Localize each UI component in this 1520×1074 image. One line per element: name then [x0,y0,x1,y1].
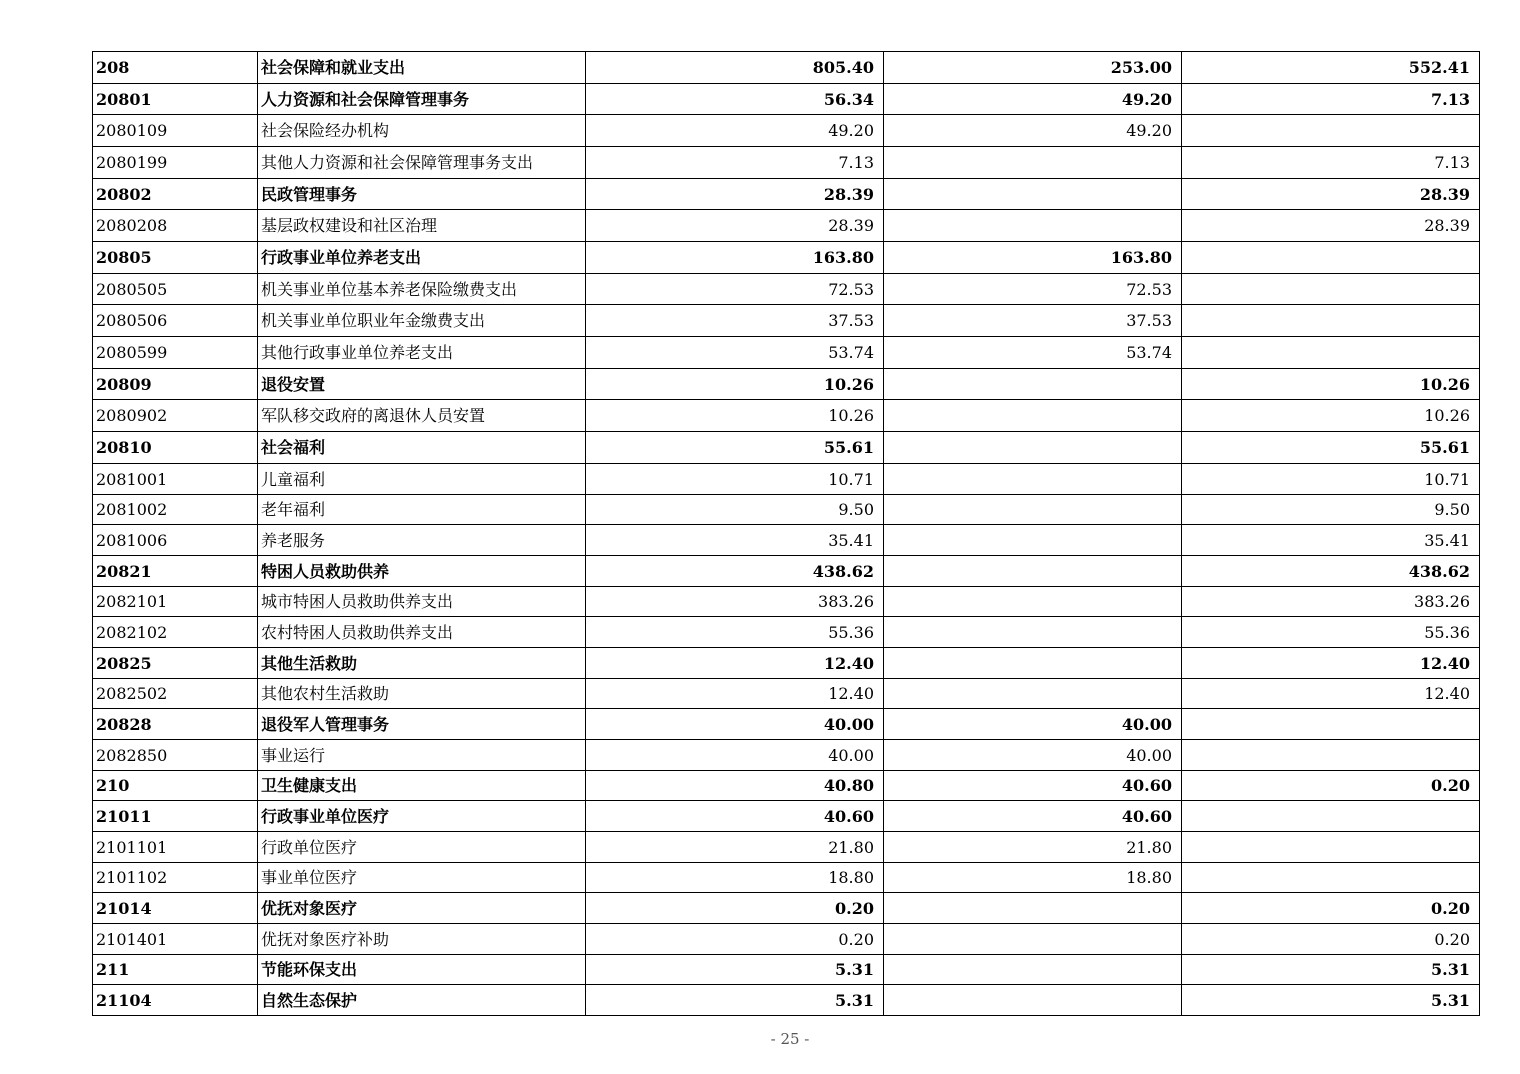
table-row [93,400,1480,432]
basic-expense-cell [884,955,1182,985]
name-cell: 民政管理事务 [258,179,586,210]
name-cell: 社会保险经办机构 [258,115,586,147]
table-row [93,893,1480,924]
name-cell: 行政事业单位医疗 [258,801,586,832]
basic-expense-cell [884,648,1182,679]
total-amount-cell: 40.00 [586,740,884,771]
basic-expense-cell [884,147,1182,179]
name-cell: 其他人力资源和社会保障管理事务支出 [258,147,586,179]
code-cell: 20810 [93,432,258,464]
table-row [93,147,1480,179]
name-cell: 养老服务 [258,525,586,556]
name-cell: 行政事业单位养老支出 [258,242,586,274]
code-cell: 210 [93,771,258,801]
code-cell: 20825 [93,648,258,679]
table-row [93,740,1480,771]
budget-table-body [93,52,1480,1016]
project-expense-cell [1182,274,1480,305]
project-expense-cell: 12.40 [1182,648,1480,679]
table-row [93,495,1480,525]
basic-expense-cell: 253.00 [884,52,1182,84]
table-row [93,432,1480,464]
total-amount-cell: 163.80 [586,242,884,274]
basic-expense-cell: 21.80 [884,832,1182,863]
code-cell: 211 [93,955,258,985]
code-cell: 20821 [93,556,258,587]
basic-expense-cell [884,400,1182,432]
project-expense-cell [1182,832,1480,863]
basic-expense-cell [884,679,1182,709]
table-row [93,556,1480,587]
table-row [93,924,1480,955]
project-expense-cell [1182,740,1480,771]
basic-expense-cell [884,893,1182,924]
total-amount-cell: 40.00 [586,709,884,740]
table-row [93,464,1480,495]
basic-expense-cell: 49.20 [884,84,1182,115]
table-row [93,210,1480,242]
name-cell: 基层政权建设和社区治理 [258,210,586,242]
name-cell: 其他行政事业单位养老支出 [258,337,586,369]
code-cell: 20809 [93,369,258,400]
basic-expense-cell [884,587,1182,617]
project-expense-cell: 0.20 [1182,771,1480,801]
code-cell: 2081002 [93,495,258,525]
table-row [93,274,1480,305]
code-cell: 2082102 [93,617,258,648]
project-expense-cell: 35.41 [1182,525,1480,556]
project-expense-cell: 383.26 [1182,587,1480,617]
basic-expense-cell: 40.60 [884,801,1182,832]
basic-expense-cell [884,556,1182,587]
name-cell: 儿童福利 [258,464,586,495]
table-row [93,179,1480,210]
project-expense-cell: 10.26 [1182,369,1480,400]
name-cell: 卫生健康支出 [258,771,586,801]
name-cell: 事业运行 [258,740,586,771]
basic-expense-cell: 18.80 [884,863,1182,893]
code-cell: 20828 [93,709,258,740]
table-row [93,52,1480,84]
project-expense-cell: 0.20 [1182,893,1480,924]
code-cell: 2080199 [93,147,258,179]
table-row [93,369,1480,400]
basic-expense-cell [884,464,1182,495]
name-cell: 城市特困人员救助供养支出 [258,587,586,617]
table-row [93,617,1480,648]
table-row [93,709,1480,740]
total-amount-cell: 40.80 [586,771,884,801]
code-cell: 21011 [93,801,258,832]
total-amount-cell: 10.71 [586,464,884,495]
code-cell: 2082850 [93,740,258,771]
total-amount-cell: 28.39 [586,210,884,242]
basic-expense-cell [884,210,1182,242]
total-amount-cell: 7.13 [586,147,884,179]
total-amount-cell: 56.34 [586,84,884,115]
basic-expense-cell [884,617,1182,648]
table-row [93,587,1480,617]
code-cell: 2080599 [93,337,258,369]
basic-expense-cell: 53.74 [884,337,1182,369]
total-amount-cell: 72.53 [586,274,884,305]
budget-table [92,51,1480,1016]
project-expense-cell: 5.31 [1182,955,1480,985]
project-expense-cell: 438.62 [1182,556,1480,587]
name-cell: 人力资源和社会保障管理事务 [258,84,586,115]
total-amount-cell: 0.20 [586,924,884,955]
name-cell: 社会福利 [258,432,586,464]
project-expense-cell [1182,863,1480,893]
basic-expense-cell [884,495,1182,525]
total-amount-cell: 55.36 [586,617,884,648]
name-cell: 退役安置 [258,369,586,400]
total-amount-cell: 12.40 [586,648,884,679]
basic-expense-cell: 40.00 [884,740,1182,771]
table-row [93,832,1480,863]
basic-expense-cell [884,924,1182,955]
basic-expense-cell [884,432,1182,464]
basic-expense-cell: 40.00 [884,709,1182,740]
name-cell: 农村特困人员救助供养支出 [258,617,586,648]
name-cell: 特困人员救助供养 [258,556,586,587]
code-cell: 20801 [93,84,258,115]
project-expense-cell: 55.36 [1182,617,1480,648]
basic-expense-cell: 72.53 [884,274,1182,305]
table-row [93,84,1480,115]
total-amount-cell: 383.26 [586,587,884,617]
project-expense-cell: 9.50 [1182,495,1480,525]
basic-expense-cell: 163.80 [884,242,1182,274]
code-cell: 2080506 [93,305,258,337]
code-cell: 2082101 [93,587,258,617]
project-expense-cell: 552.41 [1182,52,1480,84]
total-amount-cell: 21.80 [586,832,884,863]
basic-expense-cell [884,985,1182,1016]
total-amount-cell: 18.80 [586,863,884,893]
basic-expense-cell: 37.53 [884,305,1182,337]
table-row [93,242,1480,274]
project-expense-cell: 12.40 [1182,679,1480,709]
total-amount-cell: 49.20 [586,115,884,147]
table-row [93,305,1480,337]
project-expense-cell [1182,801,1480,832]
code-cell: 2080505 [93,274,258,305]
name-cell: 行政单位医疗 [258,832,586,863]
table-row [93,648,1480,679]
project-expense-cell: 5.31 [1182,985,1480,1016]
table-row [93,863,1480,893]
name-cell: 自然生态保护 [258,985,586,1016]
table-row [93,801,1480,832]
total-amount-cell: 10.26 [586,369,884,400]
total-amount-cell: 9.50 [586,495,884,525]
code-cell: 208 [93,52,258,84]
name-cell: 机关事业单位基本养老保险缴费支出 [258,274,586,305]
table-row [93,679,1480,709]
project-expense-cell [1182,337,1480,369]
name-cell: 优抚对象医疗 [258,893,586,924]
total-amount-cell: 12.40 [586,679,884,709]
total-amount-cell: 35.41 [586,525,884,556]
basic-expense-cell [884,369,1182,400]
name-cell: 军队移交政府的离退休人员安置 [258,400,586,432]
table-row [93,771,1480,801]
total-amount-cell: 5.31 [586,985,884,1016]
code-cell: 2081006 [93,525,258,556]
name-cell: 节能环保支出 [258,955,586,985]
name-cell: 其他农村生活救助 [258,679,586,709]
code-cell: 2080902 [93,400,258,432]
name-cell: 事业单位医疗 [258,863,586,893]
total-amount-cell: 0.20 [586,893,884,924]
table-row [93,115,1480,147]
total-amount-cell: 40.60 [586,801,884,832]
basic-expense-cell [884,525,1182,556]
basic-expense-cell: 49.20 [884,115,1182,147]
total-amount-cell: 5.31 [586,955,884,985]
total-amount-cell: 28.39 [586,179,884,210]
project-expense-cell [1182,709,1480,740]
total-amount-cell: 55.61 [586,432,884,464]
name-cell: 退役军人管理事务 [258,709,586,740]
page-number: - 25 - [770,1030,810,1048]
project-expense-cell: 0.20 [1182,924,1480,955]
project-expense-cell [1182,242,1480,274]
total-amount-cell: 805.40 [586,52,884,84]
total-amount-cell: 10.26 [586,400,884,432]
name-cell: 其他生活救助 [258,648,586,679]
table-row [93,985,1480,1016]
project-expense-cell: 28.39 [1182,179,1480,210]
project-expense-cell: 28.39 [1182,210,1480,242]
basic-expense-cell: 40.60 [884,771,1182,801]
code-cell: 2101401 [93,924,258,955]
total-amount-cell: 438.62 [586,556,884,587]
name-cell: 机关事业单位职业年金缴费支出 [258,305,586,337]
code-cell: 2081001 [93,464,258,495]
total-amount-cell: 53.74 [586,337,884,369]
project-expense-cell: 55.61 [1182,432,1480,464]
basic-expense-cell [884,179,1182,210]
project-expense-cell: 7.13 [1182,84,1480,115]
code-cell: 20802 [93,179,258,210]
code-cell: 2101101 [93,832,258,863]
total-amount-cell: 37.53 [586,305,884,337]
code-cell: 2080208 [93,210,258,242]
project-expense-cell [1182,305,1480,337]
code-cell: 2080109 [93,115,258,147]
project-expense-cell: 10.71 [1182,464,1480,495]
name-cell: 社会保障和就业支出 [258,52,586,84]
project-expense-cell [1182,115,1480,147]
code-cell: 21014 [93,893,258,924]
project-expense-cell: 10.26 [1182,400,1480,432]
project-expense-cell: 7.13 [1182,147,1480,179]
code-cell: 21104 [93,985,258,1016]
table-row [93,337,1480,369]
code-cell: 2101102 [93,863,258,893]
table-row [93,525,1480,556]
table-row [93,955,1480,985]
name-cell: 老年福利 [258,495,586,525]
code-cell: 20805 [93,242,258,274]
code-cell: 2082502 [93,679,258,709]
name-cell: 优抚对象医疗补助 [258,924,586,955]
